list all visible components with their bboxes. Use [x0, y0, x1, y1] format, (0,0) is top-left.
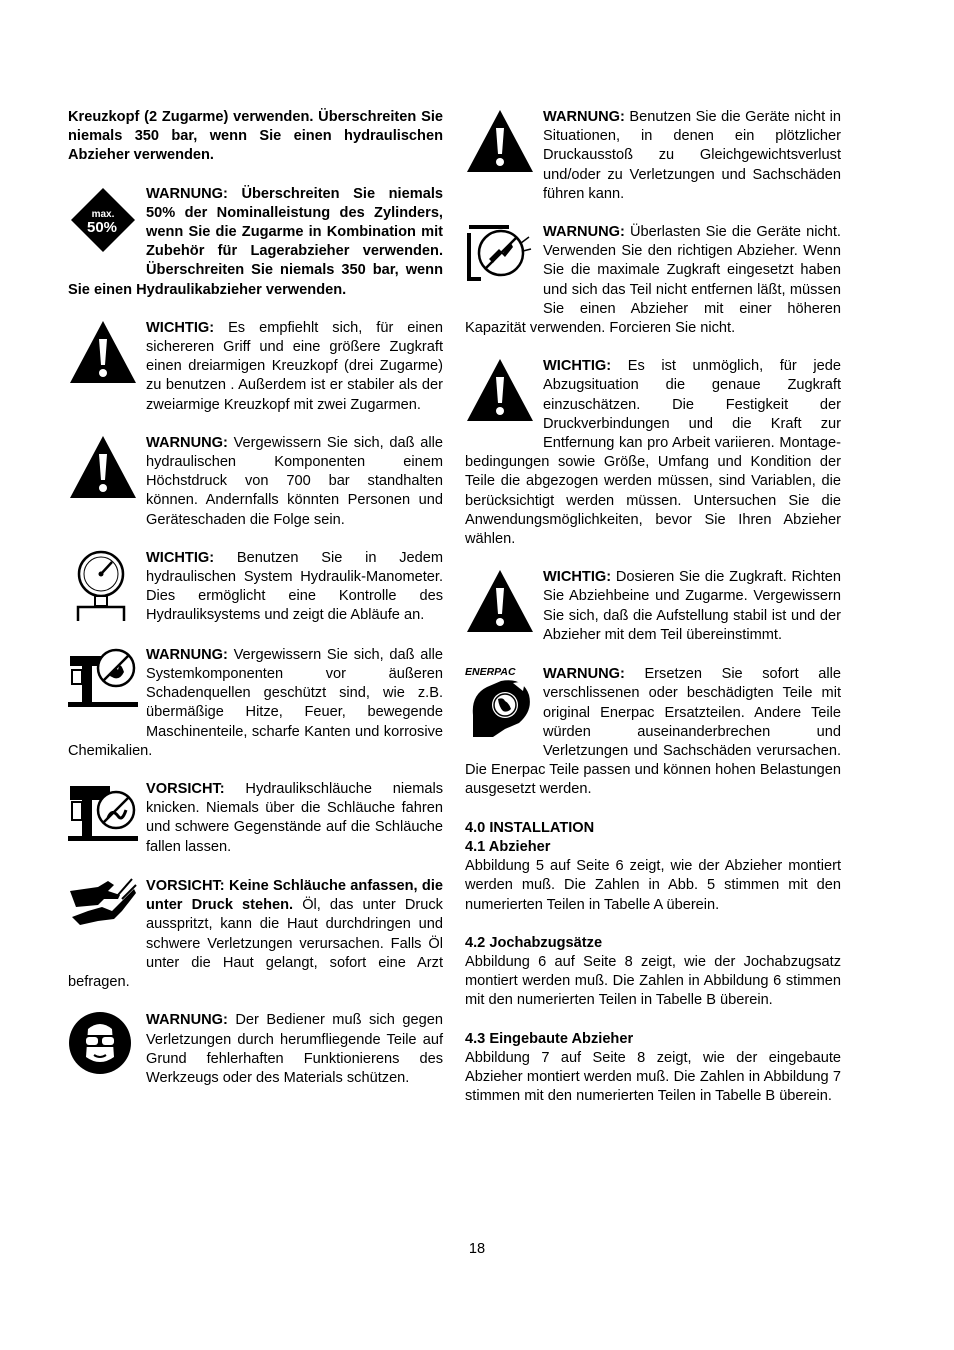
max-50-percent-icon: [68, 185, 146, 263]
svg-text:ENERPAC: ENERPAC: [465, 666, 516, 679]
exclamation-triangle-icon: [465, 568, 543, 646]
page-number: 18: [468, 1241, 486, 1257]
wichtig-label: WICHTIG:: [146, 549, 215, 566]
warnung-text: Der Bediener muß sich gegen Verletzungen durch herumfliegende Teile auf Grund fehlerhaften Funktionierens des Werkzeugs oder des Materials schützen.: [146, 1012, 443, 1086]
installation-section: [465, 819, 841, 915]
warnung-label: WARNUNG:: [543, 224, 625, 241]
warnung-label: WARNUNG:: [146, 434, 228, 451]
exclamation-triangle-icon: [68, 319, 146, 397]
pressure-gauge-icon: [68, 549, 146, 627]
warnung-label: WARNUNG:: [146, 646, 228, 663]
warnung-text: Überlasten Sie die Geräte nicht. Verwenden Sie den richtigen Abzieher. Wenn Sie die maximale Zugkraft eingesetzt haben und sich das Teil nicht entfernen läßt, müssen Sie einen Abzieher mit einer höheren Kapazität verwenden. Forcieren Sie nicht.: [465, 224, 841, 337]
enerpac-wrench-icon: [465, 665, 543, 743]
warnung-label: WARNUNG:: [543, 109, 625, 125]
wichtig-notice-1: [68, 319, 443, 415]
warnung-notice-1: [68, 434, 443, 530]
warnung-notice-r3: [465, 665, 841, 799]
warnung-text: Ersetzen Sie sofort alle verschlissenen oder beschädigten Teile mit original Enerpac Ersatzteilen. Andere Teile würden auseinanderbrechen und Verletzungen und Sachschäden verursachen. Die Enerpac Teile passen und können hohen Belastungen ausgesetzt werden.: [465, 666, 841, 798]
svg-text:50%: 50%: [86, 218, 118, 236]
warnung-text: Vergewissern Sie sich, daß alle Systemkomponenten vor äußeren Schadenquellen geschützt sind, wie z.B. übermäßige Hitze, Feuer, bewegende Maschinenteile, scharfe Kanten und korrosive Chemikalien.: [68, 646, 443, 759]
exclamation-triangle-icon: [465, 357, 543, 435]
svg-text:max.: max.: [91, 208, 115, 220]
warnung-notice-3: [68, 1011, 443, 1089]
wichtig-label: WICHTIG:: [543, 358, 612, 375]
wichtig-notice-2: [68, 549, 443, 627]
safety-goggles-icon: [68, 1011, 146, 1089]
wichtig-text: Es ist unmöglich, für jede Abzugsituation die genaue Zugkraft einzuschätzen. Die Festigkeit der Druckverbindungen und die Kraft zur Entfernung kan pro Arbeit variieren. Montagebedingungen sowie Größe, Umfang und Kondition der Teile die abgezogen werden müssen, sind Variablen, die berücksichtigt werden müssen. Untersuchen Sie die Anwendungsmöglichkeiten, bevor Sie Ihren Abzieher wählen.: [465, 358, 841, 548]
vorsicht-text: Hydraulikschläuche niemals knicken. Niemals über die Schläuche fahren und schwere Gegenstände auf die Schläuche fallen lassen.: [146, 781, 443, 855]
warnung-label: WARNUNG:: [146, 1012, 228, 1029]
wichtig-notice-r2: [465, 568, 841, 646]
oil-spray-hand-icon: [68, 877, 146, 955]
vorsicht-notice-1: [68, 780, 443, 858]
max50-warning: [68, 185, 443, 300]
wichtig-text: Es empfiehlt sich, für einen sichereren Griff und eine größere Zugkraft einen dreiarmigen Kreuzkopf (drei Zugarme) zu benutzen . Außerdem ist er stabiler als der zweiarmige Kreuzkopf mit zwei Zugarmen.: [146, 319, 443, 413]
left-column: [68, 108, 443, 1089]
wichtig-label: WICHTIG:: [543, 569, 612, 586]
warnung-notice-r2: [465, 223, 841, 338]
right-column: [465, 108, 841, 1106]
wichtig-label: WICHTIG:: [146, 319, 215, 336]
eingebaute-section: [465, 1030, 841, 1107]
jochabzug-text: Abbildung 6 auf Seite 8 zeigt, wie der Jochabzugsatz montiert werden muß. Die Zahlen in Abbildung 6 stimmen mit den numerierten Teilen in Tabelle B überein.: [465, 953, 841, 1009]
warnung-notice-2: [68, 646, 443, 761]
exclamation-triangle-icon: [465, 108, 543, 186]
eingebaute-text: Abbildung 7 auf Seite 8 zeigt, wie der eingebaute Abzieher montiert werden muß. Die Zahlen in Abbildung 7 stimmen mit den numerierten Teilen in Tabelle B überein.: [465, 1049, 841, 1105]
wichtig-text: Benutzen Sie in Jedem hydraulischen System Hydraulik-Manometer. Dies ermöglicht eine Kontrolle des Hydrauliksystems und zeigt die Abläufe an.: [146, 549, 443, 624]
vorsicht-notice-2: [68, 877, 443, 992]
vorsicht-label: VORSICHT: Keine Schläuche anfassen, die unter Druck stehen.: [146, 878, 443, 914]
jochabzug-section: [465, 934, 841, 1011]
vorsicht-label: VORSICHT:: [146, 781, 225, 798]
no-overload-icon: [465, 223, 543, 301]
vorsicht-text: Öl, das unter Druck ausspritzt, kann die Haut durchdringen und schwere Verletzungen verursachen. Falls Öl unter die Haut gelangt, sofort eine Arzt befragen.: [68, 897, 443, 991]
wichtig-text: Dosieren Sie die Zugkraft. Richten Sie Abziehbeine und Zugarme. Vergewissern Sie sich, daß die Aufstellung stabil ist und der Abzieher mit dem Teil übereinstimmt.: [543, 569, 841, 643]
no-heat-cylinder-icon: [68, 646, 146, 724]
max50-text: WARNUNG: Überschreiten Sie niemals 50% der Nominalleistung des Zylinders, wenn Sie die Zugarme in Kombination mit Zubehör für Lagerabzieher verwenden. Überschreiten Sie niemals 350 bar, wenn Sie einen Hydraulikabzieher verwenden.: [68, 185, 443, 298]
installation-heading: 4.0 INSTALLATION: [465, 819, 595, 836]
jochabzug-heading: 4.2 Jochabzugsätze: [465, 934, 603, 951]
abzieher-text: Abbildung 5 auf Seite 6 zeigt, wie der Abzieher montiert werden muß. Die Zahlen in Abb. 5 stimmen mit den numerierten Teilen in Tabelle A überein.: [465, 858, 841, 913]
eingebaute-heading: 4.3 Eingebaute Abzieher: [465, 1030, 634, 1047]
warnung-label: WARNUNG:: [543, 666, 625, 683]
wichtig-notice-r1: [465, 357, 841, 549]
warnung-text: Vergewissern Sie sich, daß alle hydraulischen Komponenten einem Höchstdruck von 700 bar standhalten können. Andernfalls könnten Personen und Geräteschaden die Folge sein.: [146, 434, 443, 528]
no-hose-kink-icon: [68, 780, 146, 858]
exclamation-triangle-icon: [68, 434, 146, 512]
abzieher-heading: 4.1 Abzieher: [465, 838, 551, 855]
warnung-notice-r1: [465, 108, 841, 204]
warnung-text: Benutzen Sie die Geräte nicht in Situationen, in denen ein plötzlicher Druckausstoß zu Gleichgewichtsverlust und/oder zu Verletzungen und Sachschäden führen kann.: [543, 109, 841, 202]
intro-paragraph: Kreuzkopf (2 Zugarme) verwenden. Überschreiten Sie niemals 350 bar, wenn Sie einen hydraulischen Abzieher verwenden.: [68, 109, 443, 164]
